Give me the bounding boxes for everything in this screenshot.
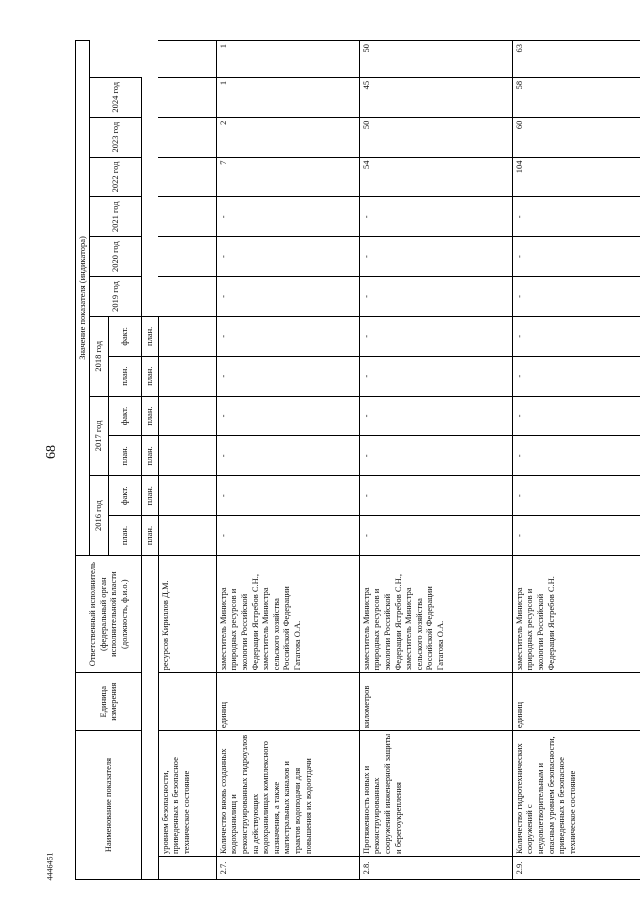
responsible-executor: заместитель Министра природных ресурсов и экологии Российской Федерации Ястребов С.Н., заместитель Министра сельского хозяйства Российской Федерации Гатагова О.А. (359, 555, 512, 672)
header-fact: факт. (108, 476, 141, 516)
value-cell: - (512, 356, 640, 396)
table-row (359, 41, 512, 880)
value-cell: - (512, 277, 640, 317)
indicator-name: Количество вновь созданных водохранилищ и реконструированных гидроузлов на действующих водохранилищах комплексного назначения, а также магистральных каналов и трактов водоподачи для повышения их водоотдачи (216, 731, 359, 857)
header-year: 2020 год (89, 237, 141, 277)
table-header (76, 41, 159, 880)
value-cell: - (216, 237, 359, 277)
header-plan: план. (108, 436, 141, 476)
value-cell: - (216, 197, 359, 237)
row-number: 2.9. (512, 856, 640, 879)
value-cell: - (216, 277, 359, 317)
indicators-table (75, 40, 640, 880)
row-number: 2.7. (216, 856, 359, 879)
unit-cell: единиц (512, 673, 640, 731)
value-cell: 2 (216, 117, 359, 157)
value-cell: - (216, 356, 359, 396)
value-cell: 54 (359, 157, 512, 197)
table-row-continuation (158, 41, 216, 880)
header-plan: план. (141, 476, 158, 516)
header-plan: план. (141, 396, 158, 436)
value-cell: 104 (512, 157, 640, 197)
value-cell: - (359, 237, 512, 277)
responsible-executor: заместитель Министра природных ресурсов и экологии Российской Федерации Ястребов С.Н., заместитель Министра сельского хозяйства Российской Федерации Гатагова О.А. (216, 555, 359, 672)
value-cell: - (359, 197, 512, 237)
value-cell: - (359, 516, 512, 556)
value-cell: - (359, 356, 512, 396)
indicator-name: Количество гидротехнических сооружений с неудовлетворительным и опасным уровнем безопасности, приведенных в безопасное техническое состояние (512, 731, 640, 857)
value-cell: - (359, 277, 512, 317)
header-year: 2017 год (89, 396, 108, 476)
value-cell: - (359, 396, 512, 436)
row-number: 2.8. (359, 856, 512, 879)
value-cell: - (359, 436, 512, 476)
value-cell: - (512, 516, 640, 556)
header-year: 2018 год (89, 316, 108, 396)
responsible-executor: ресурсов Кириллов Д.М. (158, 555, 216, 672)
header-year: 2023 год (89, 117, 141, 157)
header-year: 2022 год (89, 157, 141, 197)
header-plan: план. (141, 516, 158, 556)
value-cell: - (512, 237, 640, 277)
header-plan: план. (141, 436, 158, 476)
value-cell: - (216, 316, 359, 356)
header-unit: Единица измерения (76, 673, 142, 731)
value-cell: 1 (216, 41, 359, 78)
header-year: 2019 год (89, 277, 141, 317)
rotated-table-container (75, 40, 635, 880)
value-cell: 63 (512, 41, 640, 78)
value-cell: - (359, 316, 512, 356)
value-cell: 1 (216, 77, 359, 117)
table-row (512, 41, 640, 880)
value-cell: - (359, 476, 512, 516)
page-number: 68 (44, 445, 59, 459)
value-cell: - (512, 476, 640, 516)
value-cell: - (512, 316, 640, 356)
header-fact: факт. (108, 396, 141, 436)
value-cell: 60 (512, 117, 640, 157)
value-cell: 45 (359, 77, 512, 117)
header-spacer (141, 41, 158, 317)
header-plan: план. (108, 356, 141, 396)
value-cell: - (216, 516, 359, 556)
value-cell: 7 (216, 157, 359, 197)
value-cell: - (216, 476, 359, 516)
header-responsible: Ответственный исполнитель (федеральный орган исполнительной власти (должность, ф.и.о.) (76, 555, 142, 672)
header-plan: план. (141, 316, 158, 356)
value-cell: - (512, 197, 640, 237)
value-cell: - (512, 396, 640, 436)
value-cell: 58 (512, 77, 640, 117)
indicator-name: Протяженность новых и реконструированных сооружений инженерной защиты и берегоукрепления (359, 731, 512, 857)
document-code: 4446451 (45, 852, 55, 881)
header-spacer (141, 555, 158, 879)
header-values-group: Значение показателя (индикатора) (76, 41, 90, 556)
header-year: 2024 год (89, 77, 141, 117)
value-cell: 50 (359, 41, 512, 78)
responsible-executor: заместитель Министра природных ресурсов и экологии Российской Федерации Ястребов С.Н. (512, 555, 640, 672)
header-fact: факт. (108, 316, 141, 356)
value-cell: 50 (359, 117, 512, 157)
unit-cell: километров (359, 673, 512, 731)
value-cell: - (216, 436, 359, 476)
header-plan: план. (141, 356, 158, 396)
unit-cell: единиц (216, 673, 359, 731)
header-indicator-name: Наименование показателя (76, 731, 142, 880)
value-cell: - (216, 396, 359, 436)
header-plan: план. (108, 516, 141, 556)
value-cell: - (512, 436, 640, 476)
indicator-name: уровнем безопасности, приведенных в безопасное техническое состояние (158, 731, 216, 857)
header-year: 2016 год (89, 476, 108, 556)
table-row (216, 41, 359, 880)
header-year: 2021 год (89, 197, 141, 237)
table-body (158, 41, 640, 880)
